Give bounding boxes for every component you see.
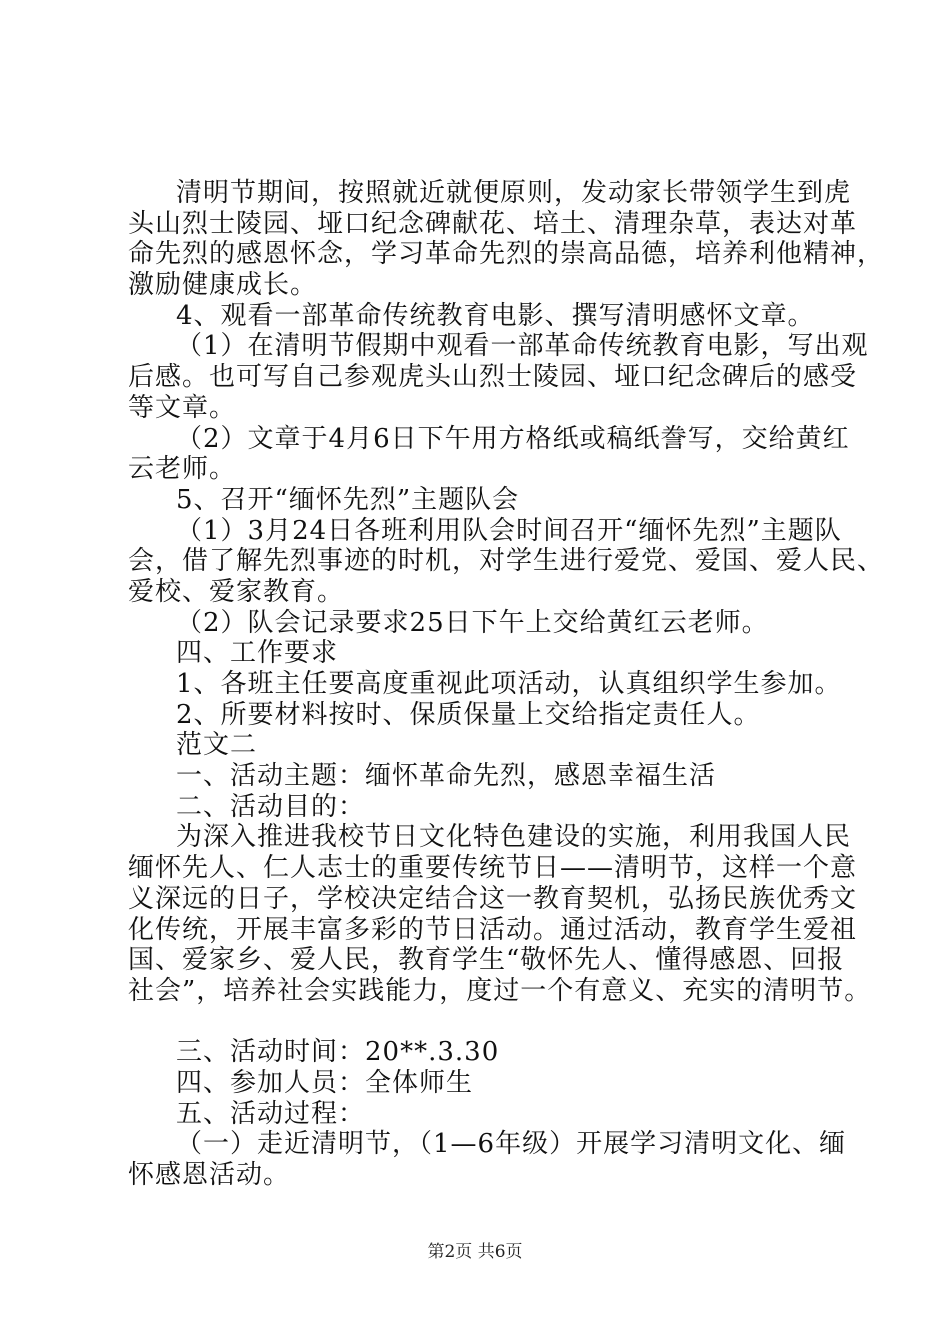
paragraph-line: 命先烈的感恩怀念，学习革命先烈的崇高品德，培养利他精神，	[128, 239, 885, 269]
paragraph-line: 社会”，培养社会实践能力，度过一个有意义、充实的清明节。	[128, 976, 872, 1006]
paragraph-line: 爱校、爱家教育。	[128, 577, 345, 607]
paragraph-line: 义深远的日子，学校决定结合这一教育契机，弘扬民族优秀文	[128, 884, 858, 914]
page-footer	[0, 1241, 950, 1263]
section-heading: 三、活动时间：20**.3.30	[176, 1037, 500, 1067]
section-heading: 四、工作要求	[176, 638, 339, 668]
paragraph-line: 等文章。	[128, 393, 237, 423]
section-heading: 五、活动过程：	[176, 1099, 366, 1129]
section-heading: 4、观看一部革命传统教育电影、撰写清明感怀文章。	[176, 301, 815, 331]
paragraph-line: 云老师。	[128, 454, 237, 484]
paragraph-line: 清明节期间，按照就近就便原则，发动家长带领学生到虎	[176, 178, 852, 208]
paragraph-line: 缅怀先人、仁人志士的重要传统节日——清明节，这样一个意	[128, 853, 858, 883]
paragraph-line: 1、各班主任要高度重视此项活动，认真组织学生参加。	[176, 669, 842, 699]
paragraph-line: 头山烈士陵园、垭口纪念碑献花、培土、清理杂草，表达对革	[128, 209, 858, 239]
paragraph-line: 激励健康成长。	[128, 270, 318, 300]
paragraph-line: 国、爱家乡、爱人民，教育学生“敬怀先人、懂得感恩、回报	[128, 945, 845, 975]
paragraph-line: （一）走近清明节，（1—6年级）开展学习清明文化、缅	[176, 1129, 847, 1159]
paragraph-line: 化传统，开展丰富多彩的节日活动。通过活动，教育学生爱祖	[128, 915, 858, 945]
paragraph-line: （1）在清明节假期中观看一部革命传统教育电影，写出观	[176, 331, 869, 361]
section-heading: 四、参加人员：全体师生	[176, 1068, 474, 1098]
paragraph-line: 怀感恩活动。	[128, 1160, 291, 1190]
section-heading: 一、活动主题：缅怀革命先烈，感恩幸福生活	[176, 761, 717, 791]
paragraph-line: 为深入推进我校节日文化特色建设的实施，利用我国人民	[176, 822, 852, 852]
paragraph-line: （1）3月24日各班利用队会时间召开“缅怀先烈”主题队	[176, 516, 842, 546]
section-heading: 5、召开“缅怀先烈”主题队会	[176, 485, 520, 515]
paragraph-line: 2、所要材料按时、保质保量上交给指定责任人。	[176, 700, 761, 730]
section-heading: 二、活动目的：	[176, 792, 366, 822]
paragraph-line: 会，借了解先烈事迹的时机，对学生进行爱党、爱国、爱人民、	[128, 546, 885, 576]
paragraph-line: （2）队会记录要求25日下午上交给黄红云老师。	[176, 608, 769, 638]
paragraph-line: 后感。也可写自己参观虎头山烈士陵园、垭口纪念碑后的感受	[128, 362, 858, 392]
section-heading: 范文二	[176, 730, 258, 760]
page-number-label: 第2页 共6页	[427, 1242, 523, 1262]
paragraph-line: （2）文章于4月6日下午用方格纸或稿纸誊写，交给黄红	[176, 424, 850, 454]
